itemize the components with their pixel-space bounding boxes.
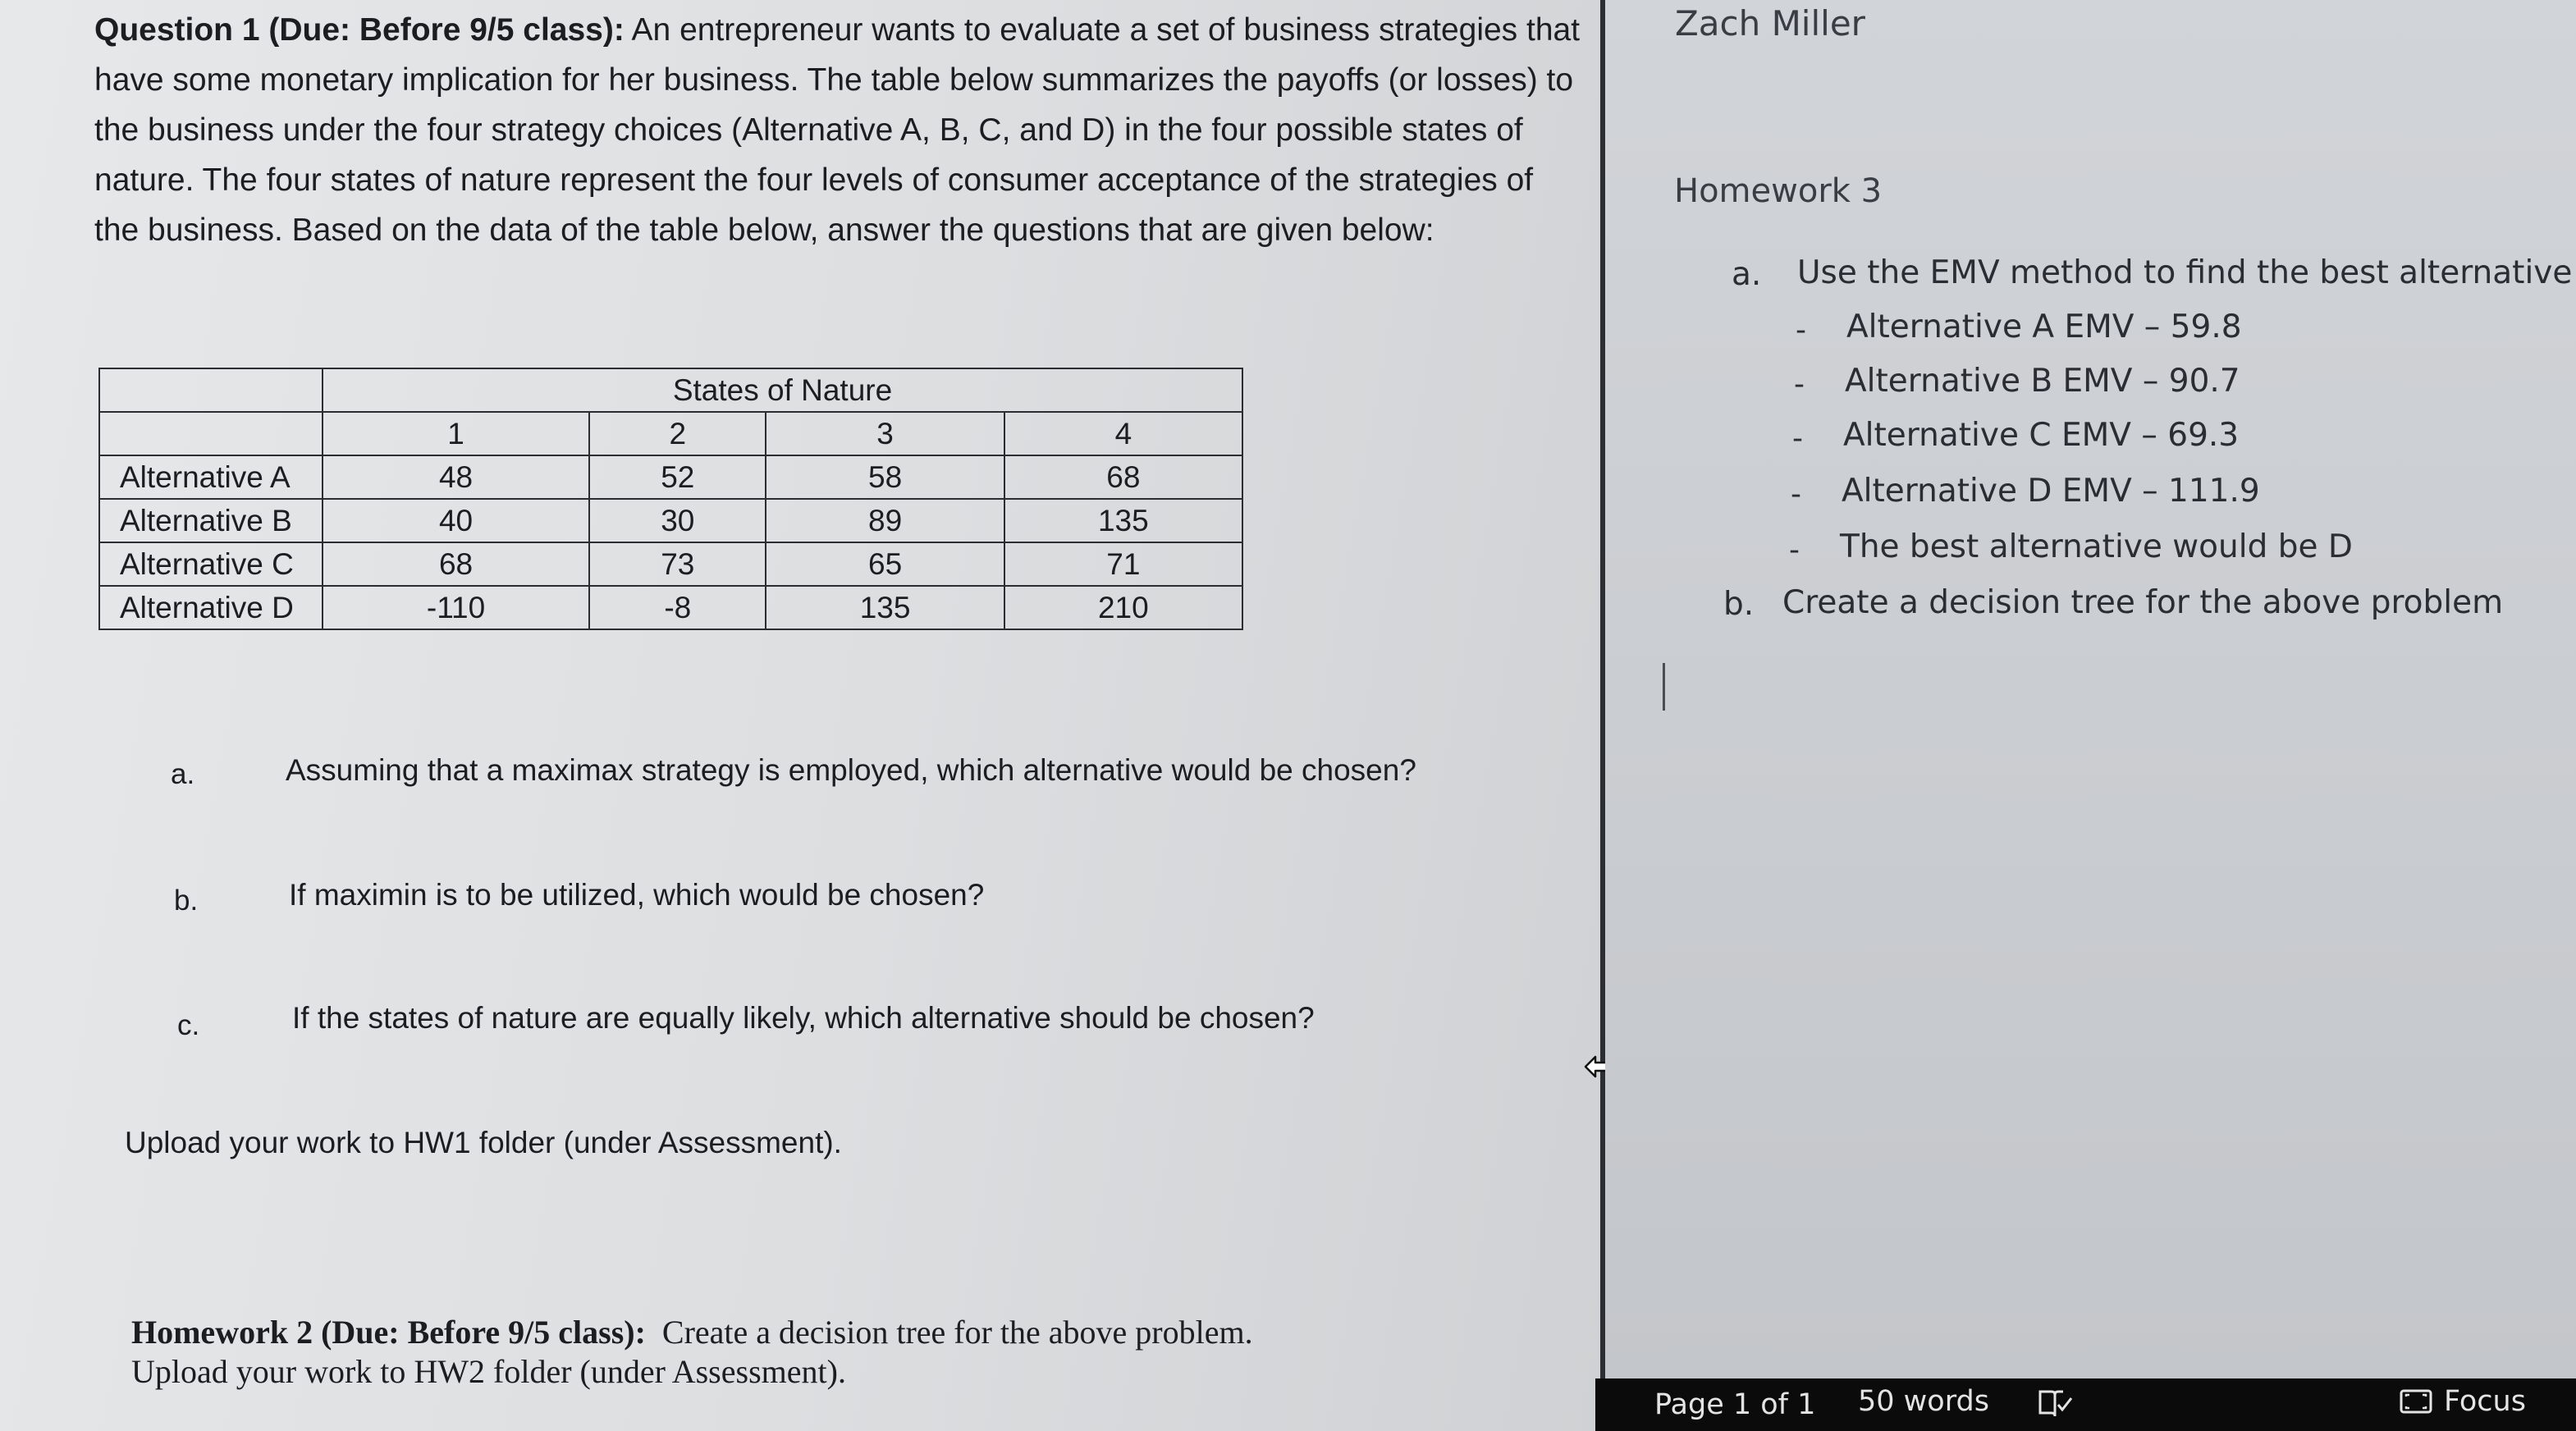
bullet-dash: - [1796,313,1806,347]
question-a: Assuming that a maximax strategy is employed, which alternative would be chosen? [286,753,1416,787]
book-check-icon[interactable] [2035,1387,2075,1420]
bullet-dash: - [1794,368,1805,401]
text-cursor [1663,663,1665,711]
table-row [99,499,1242,542]
status-bar [1595,1378,2576,1431]
sub-item: Alternative B EMV – 90.7 [1845,363,2240,400]
table-cell: 65 [766,542,1004,586]
focus-icon [2400,1388,2432,1415]
state-header: 1 [323,412,589,455]
table-states-row [99,412,1242,455]
sub-item: Alternative D EMV – 111.9 [1842,473,2260,510]
table-row [99,542,1242,586]
page-count[interactable]: Page 1 of 1 [1654,1388,1816,1421]
question-c: If the states of nature are equally likely, which alternative should be chosen? [292,1001,1315,1035]
hw2-label: Homework 2 (Due: Before 9/5 class): [131,1314,646,1351]
question-line-2: have some monetary implication for her business. The table below summarizes the payoffs (or losses) to [94,62,1574,98]
question-line-3: the business under the four strategy choices (Alternative A, B, C, and D) in the four possible states of [94,112,1523,148]
question-label: Question 1 (Due: Before 9/5 class): [94,12,625,48]
table-cell: 68 [323,542,589,586]
table-cell: -8 [589,586,766,629]
table-header-row [99,368,1242,412]
bullet-dash: - [1792,422,1803,455]
question-intro [94,5,1596,255]
sub-item: The best alternative would be D [1840,528,2353,565]
author-name: Zach Miller [1675,3,1865,43]
payoff-table [98,368,1243,630]
table-corner-cell [99,368,323,412]
document-title: Homework 3 [1674,172,1883,210]
list-item-b-letter: b. [1723,586,1755,623]
bullet-dash: - [1791,478,1801,511]
row-label: Alternative B [99,499,323,542]
focus-label: Focus [2444,1385,2526,1418]
table-row [99,586,1242,629]
question-line-4: nature. The four states of nature represent the four levels of consumer acceptance of the strategies of [94,162,1534,198]
question-b: If maximin is to be utilized, which would be chosen? [289,878,985,912]
state-header: 4 [1004,412,1242,455]
homework-2-block [131,1313,1576,1392]
table-cell: 135 [1004,499,1242,542]
list-item-a: Use the EMV method to find the best alternative [1797,254,2573,291]
question-letter-c: c. [177,1009,200,1041]
upload-note: Upload your work to HW1 folder (under Assessment). [125,1126,842,1159]
question-letter-b: b. [174,885,199,917]
list-item-b: Create a decision tree for the above problem [1782,584,2504,621]
states-of-nature-header: States of Nature [323,368,1242,412]
table-cell: 40 [323,499,589,542]
question-line-5: the business. Based on the data of the table below, answer the questions that are given below: [94,213,1434,248]
table-cell: 135 [766,586,1004,629]
table-cell: 58 [766,455,1004,499]
hw2-line-2: Upload your work to HW2 folder (under Assessment). [131,1353,846,1390]
table-cell: 73 [589,542,766,586]
state-header: 2 [589,412,766,455]
table-cell: 48 [323,455,589,499]
word-count[interactable]: 50 words [1858,1385,1989,1418]
hw2-text: Create a decision tree for the above problem. [661,1314,1253,1351]
focus-button[interactable] [2400,1378,2526,1424]
sub-item: Alternative C EMV – 69.3 [1843,417,2240,454]
table-cell: 52 [589,455,766,499]
table-cell: 89 [766,499,1004,542]
table-cell: 210 [1004,586,1242,629]
sub-item: Alternative A EMV – 59.8 [1846,309,2242,345]
row-label: Alternative A [99,455,323,499]
table-cell: 30 [589,499,766,542]
table-corner-cell [99,412,323,455]
table-cell: 68 [1004,455,1242,499]
question-letter-a: a. [171,758,195,790]
question-text: An entrepreneur wants to evaluate a set of business strategies that [631,12,1581,48]
table-cell: -110 [323,586,589,629]
list-item-a-letter: a. [1732,256,1762,293]
row-label: Alternative C [99,542,323,586]
row-label: Alternative D [99,586,323,629]
word-document[interactable] [1605,0,2576,1378]
table-cell: 71 [1004,542,1242,586]
table-row [99,455,1242,499]
state-header: 3 [766,412,1004,455]
bullet-dash: - [1789,533,1800,567]
